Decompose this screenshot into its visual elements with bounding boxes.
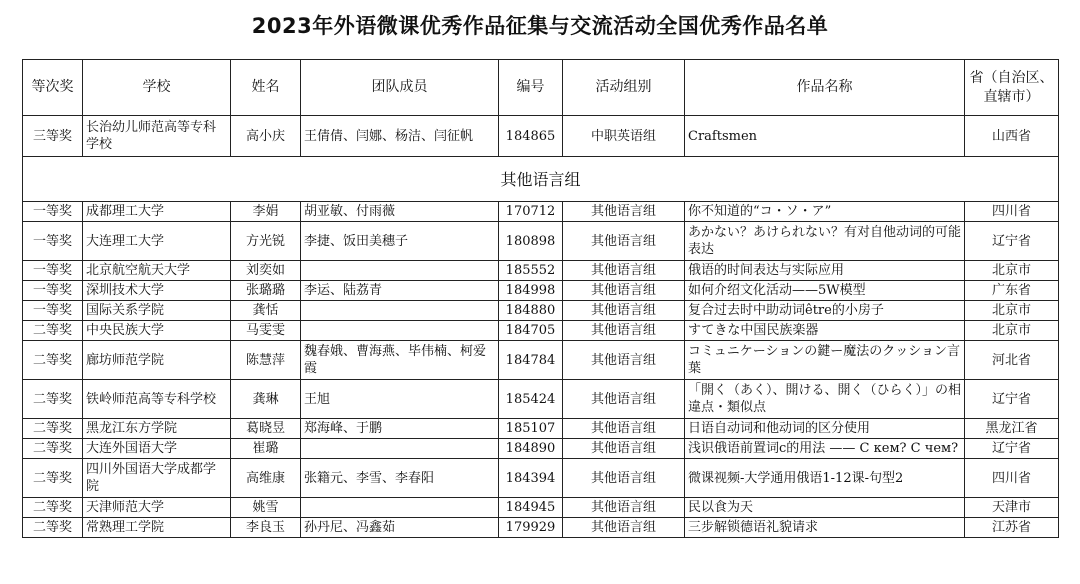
cell-work: 浅识俄语前置词c的用法 —— С кем? С чем? [685,439,965,459]
cell-team: 王旭 [301,380,499,419]
cell-school: 铁岭师范高等专科学校 [83,380,231,419]
cell-school: 深圳技术大学 [83,281,231,301]
cell-school: 常熟理工学院 [83,518,231,538]
table-row [23,281,1059,301]
cell-name: 高维康 [231,459,301,498]
cell-work: 三步解锁德语礼貌请求 [685,518,965,538]
cell-province: 北京市 [965,261,1059,281]
cell-group: 其他语言组 [563,202,685,222]
table-row [23,341,1059,380]
cell-name: 崔璐 [231,439,301,459]
cell-work: 日语自动词和他动词的区分使用 [685,419,965,439]
cell-group: 其他语言组 [563,380,685,419]
cell-province: 河北省 [965,341,1059,380]
cell-group: 其他语言组 [563,341,685,380]
cell-province: 四川省 [965,202,1059,222]
table-row [23,202,1059,222]
cell-province: 辽宁省 [965,380,1059,419]
cell-group: 其他语言组 [563,281,685,301]
cell-team [301,261,499,281]
cell-team: 胡亚敏、付雨薇 [301,202,499,222]
cell-id: 184394 [499,459,563,498]
cell-team [301,321,499,341]
cell-award: 一等奖 [23,202,83,222]
section-row [23,157,1059,202]
cell-work: 微课视频-大学通用俄语1-12课-句型2 [685,459,965,498]
cell-work: 如何介绍文化活动——5W模型 [685,281,965,301]
table-row [23,261,1059,281]
cell-team: 王倩倩、闫娜、杨洁、闫征帆 [301,116,499,157]
cell-school: 中央民族大学 [83,321,231,341]
cell-school: 廊坊师范学院 [83,341,231,380]
cell-school: 北京航空航天大学 [83,261,231,281]
cell-award: 一等奖 [23,222,83,261]
cell-group: 其他语言组 [563,419,685,439]
cell-award: 三等奖 [23,116,83,157]
cell-team: 魏春娥、曹海燕、毕伟楠、柯爱霞 [301,341,499,380]
cell-name: 马雯雯 [231,321,301,341]
cell-award: 二等奖 [23,341,83,380]
header-team: 团队成员 [301,60,499,116]
cell-work: 「開く（あく）、開ける、開く（ひらく）」の相違点・類似点 [685,380,965,419]
cell-id: 184865 [499,116,563,157]
cell-group: 其他语言组 [563,459,685,498]
cell-school: 成都理工大学 [83,202,231,222]
cell-id: 170712 [499,202,563,222]
table-row [23,459,1059,498]
header-school: 学校 [83,60,231,116]
cell-id: 185552 [499,261,563,281]
cell-team: 郑海峰、于鹏 [301,419,499,439]
cell-team: 张籍元、李雪、李春阳 [301,459,499,498]
cell-award: 二等奖 [23,518,83,538]
cell-school: 大连理工大学 [83,222,231,261]
cell-province: 江苏省 [965,518,1059,538]
cell-award: 二等奖 [23,321,83,341]
cell-group: 其他语言组 [563,518,685,538]
cell-id: 180898 [499,222,563,261]
table-row [23,222,1059,261]
cell-award: 一等奖 [23,261,83,281]
cell-group: 其他语言组 [563,301,685,321]
cell-id: 185107 [499,419,563,439]
cell-name: 姚雪 [231,498,301,518]
table-row [23,518,1059,538]
cell-id: 184705 [499,321,563,341]
cell-award: 二等奖 [23,459,83,498]
cell-id: 179929 [499,518,563,538]
header-row [23,60,1059,116]
cell-school: 国际关系学院 [83,301,231,321]
cell-group: 中职英语组 [563,116,685,157]
header-award: 等次奖 [23,60,83,116]
cell-group: 其他语言组 [563,321,685,341]
cell-name: 葛晓昱 [231,419,301,439]
cell-name: 刘奕如 [231,261,301,281]
cell-province: 山西省 [965,116,1059,157]
cell-school: 大连外国语大学 [83,439,231,459]
cell-work: あかない？あけられない？有对自他动词的可能表达 [685,222,965,261]
cell-province: 四川省 [965,459,1059,498]
cell-work: すてきな中国民族楽器 [685,321,965,341]
cell-id: 184880 [499,301,563,321]
cell-province: 辽宁省 [965,439,1059,459]
cell-group: 其他语言组 [563,222,685,261]
cell-province: 黑龙江省 [965,419,1059,439]
table-row [23,321,1059,341]
header-group: 活动组别 [563,60,685,116]
cell-name: 龚琳 [231,380,301,419]
cell-id: 185424 [499,380,563,419]
table-row [23,116,1059,157]
table-row [23,301,1059,321]
cell-school: 黑龙江东方学院 [83,419,231,439]
cell-name: 李良玉 [231,518,301,538]
header-id: 编号 [499,60,563,116]
cell-award: 二等奖 [23,439,83,459]
table-row [23,380,1059,419]
cell-team [301,301,499,321]
cell-team [301,439,499,459]
header-work: 作品名称 [685,60,965,116]
cell-award: 一等奖 [23,301,83,321]
cell-group: 其他语言组 [563,439,685,459]
cell-province: 天津市 [965,498,1059,518]
cell-name: 张璐璐 [231,281,301,301]
cell-name: 陈慧萍 [231,341,301,380]
header-name: 姓名 [231,60,301,116]
cell-school: 长治幼儿师范高等专科学校 [83,116,231,157]
cell-province: 北京市 [965,321,1059,341]
cell-school: 四川外国语大学成都学院 [83,459,231,498]
cell-id: 184784 [499,341,563,380]
cell-team: 孙丹尼、冯鑫茹 [301,518,499,538]
table-row [23,439,1059,459]
cell-province: 北京市 [965,301,1059,321]
cell-province: 广东省 [965,281,1059,301]
cell-group: 其他语言组 [563,261,685,281]
cell-team: 李运、陆荔青 [301,281,499,301]
header-province: 省（自治区、直辖市） [965,60,1059,116]
cell-award: 二等奖 [23,380,83,419]
page-title: 2023年外语微课优秀作品征集与交流活动全国优秀作品名单 [251,14,829,38]
section-label: 其他语言组 [23,157,1059,202]
cell-name: 龚恬 [231,301,301,321]
cell-work: 俄语的时间表达与实际应用 [685,261,965,281]
cell-team: 李捷、饭田美穗子 [301,222,499,261]
cell-school: 天津师范大学 [83,498,231,518]
cell-team [301,498,499,518]
cell-id: 184890 [499,439,563,459]
cell-name: 方光锐 [231,222,301,261]
cell-work: 复合过去时中助动词être的小房子 [685,301,965,321]
cell-award: 二等奖 [23,419,83,439]
cell-name: 李娟 [231,202,301,222]
cell-award: 二等奖 [23,498,83,518]
cell-province: 辽宁省 [965,222,1059,261]
cell-work: Craftsmen [685,116,965,157]
cell-award: 一等奖 [23,281,83,301]
cell-name: 高小庆 [231,116,301,157]
cell-id: 184945 [499,498,563,518]
table-row [23,498,1059,518]
cell-work: コミュニケーションの鍵ー魔法のクッション言葉 [685,341,965,380]
table-row [23,419,1059,439]
cell-id: 184998 [499,281,563,301]
cell-work: 民以食为天 [685,498,965,518]
cell-group: 其他语言组 [563,498,685,518]
awards-table [22,59,1059,538]
cell-work: 你不知道的“コ・ソ・ア” [685,202,965,222]
